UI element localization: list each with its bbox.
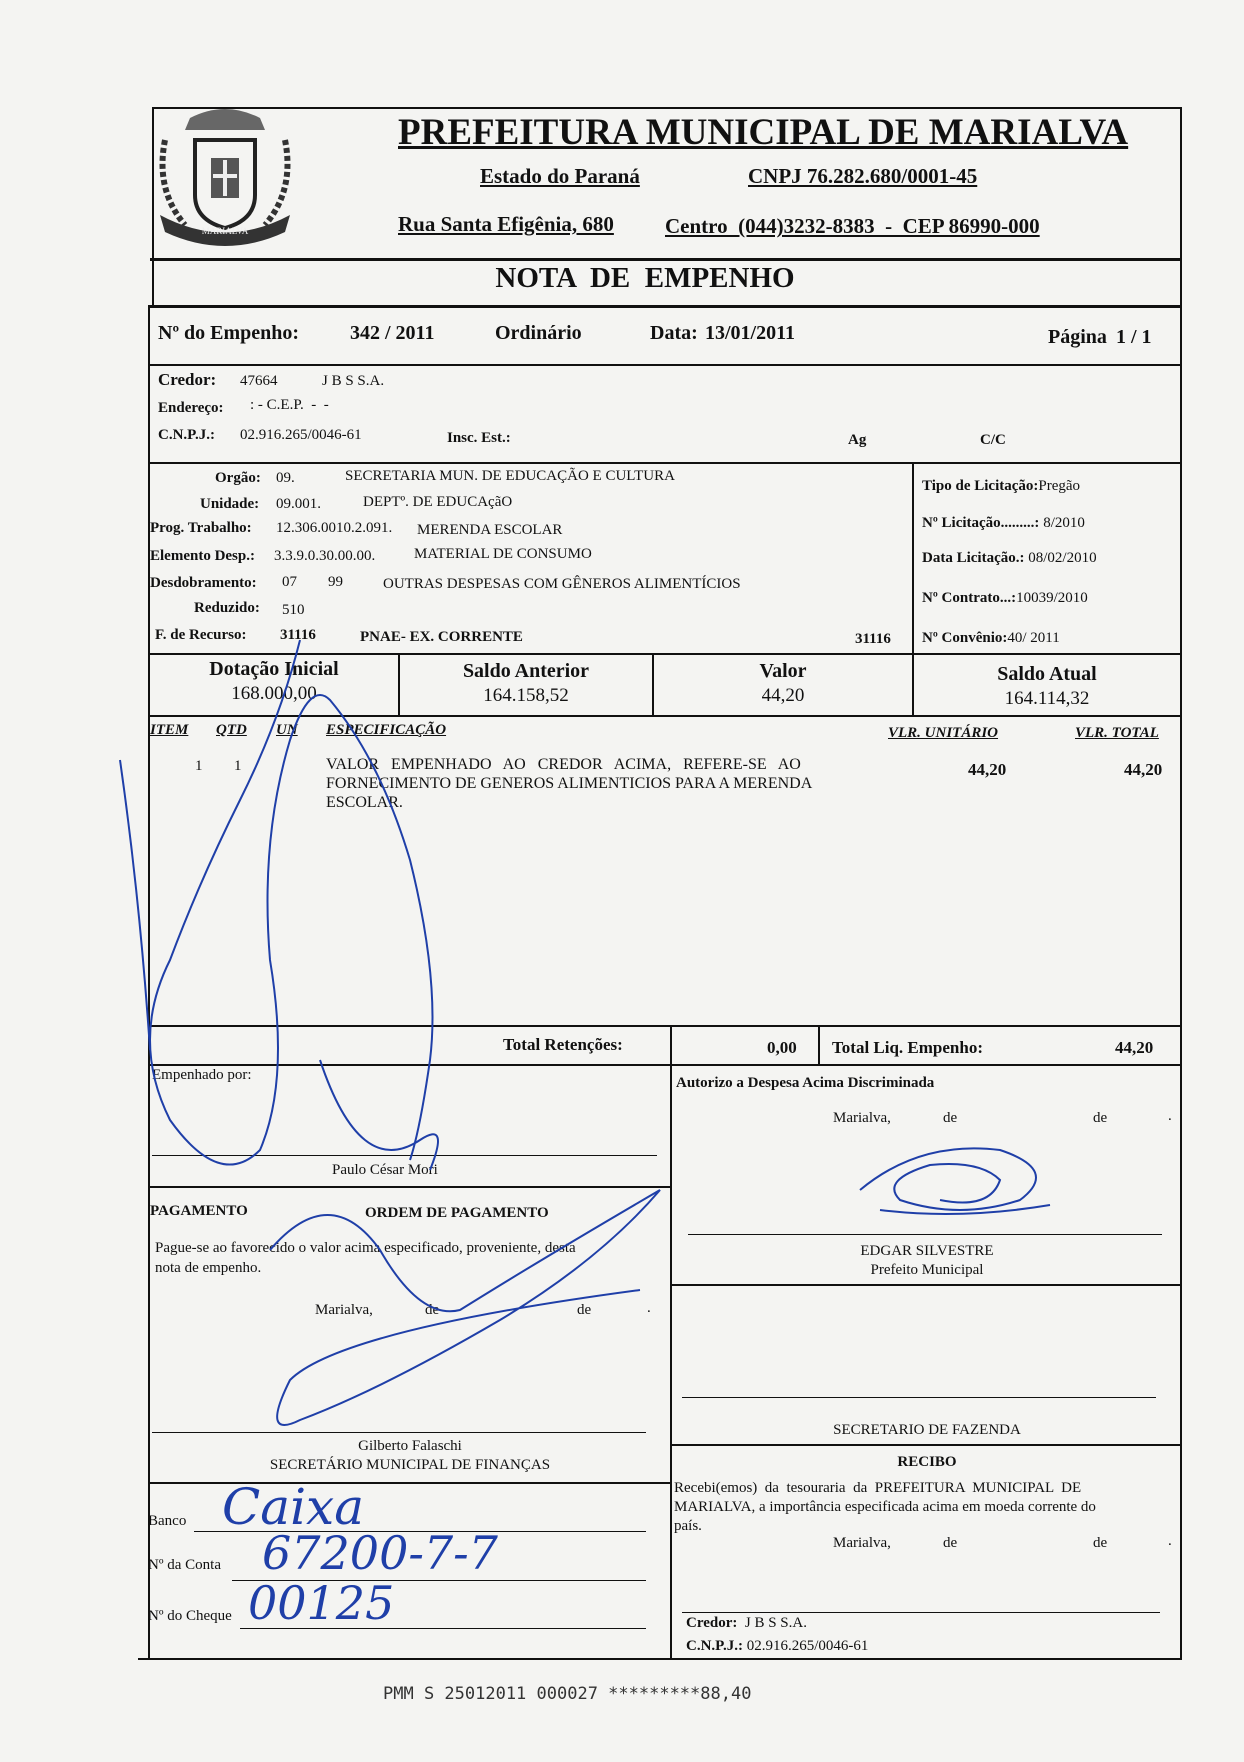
credor-code: 47664 (240, 373, 278, 389)
signature-line (152, 1155, 657, 1156)
recibo-cnpj-label: C.N.P.J.: (686, 1638, 743, 1654)
empenho-type: Ordinário (495, 322, 582, 344)
saldo-atual-label: Saldo Atual (997, 663, 1097, 685)
autorizo-de1: de (943, 1110, 958, 1126)
saldo-atual-value: 164.114,32 (1004, 688, 1090, 709)
recibo-de2: de (1093, 1535, 1108, 1551)
elemento-label: Elemento Desp.: (150, 548, 255, 564)
secretario-fazenda-label: SECRETARIO DE FAZENDA (833, 1422, 1021, 1438)
cc-label: C/C (980, 432, 1006, 448)
licitacao-tipo-value: Pregão (1038, 478, 1081, 494)
divider-vertical (818, 1025, 820, 1065)
recibo-text-line2: MARIALVA, a importância especificada acima em moeda corrente do (674, 1499, 1096, 1515)
valor-value: 44,20 (761, 685, 805, 706)
desdobramento-sub: 99 (328, 574, 343, 590)
machine-stamp: PMM S 25012011 000027 *********88,40 (383, 1684, 752, 1704)
cnpj-header: CNPJ 76.282.680/0001-45 (748, 164, 978, 188)
border-top (152, 107, 1182, 109)
endereco-value: : - C.E.P. - - (250, 397, 329, 413)
credor-name: J B S S.A. (322, 373, 385, 389)
divider-vertical (670, 1064, 672, 1659)
date-value: 13/01/2011 (705, 322, 796, 344)
divider (148, 653, 1182, 655)
endereco-label: Endereço: (158, 400, 224, 416)
autorizo-label: Autorizo a Despesa Acima Discriminada (676, 1075, 935, 1091)
retencoes-value: 0,00 (767, 1038, 797, 1057)
desdobramento-code: 07 (282, 574, 297, 590)
divider-vertical (912, 462, 914, 654)
divider (148, 462, 1182, 464)
row-item: 1 (195, 758, 203, 774)
autorizo-de2: de (1093, 1110, 1108, 1126)
signature-line (152, 1432, 646, 1433)
empenhado-name: Paulo César Mori (332, 1162, 438, 1178)
address-street: Rua Santa Efigênia, 680 (398, 212, 614, 236)
signature-line (682, 1612, 1160, 1613)
insc-est-label: Insc. Est.: (447, 430, 511, 446)
desdobramento-desc: OUTRAS DESPESAS COM GÊNEROS ALIMENTÍCIOS (383, 576, 741, 592)
recibo-text-line3: país. (674, 1518, 702, 1534)
saldo-anterior-label: Saldo Anterior (462, 660, 590, 682)
recibo-city: Marialva, (833, 1535, 891, 1551)
prog-trabalho-code: 12.306.0010.2.091. (276, 520, 393, 536)
liquido-label: Total Liq. Empenho: (832, 1038, 983, 1057)
divider (150, 258, 1182, 261)
saldo-anterior-value: 164.158,52 (483, 685, 569, 706)
prefeito-name: EDGAR SILVESTRE (860, 1243, 994, 1259)
recibo-credor-label: Credor: (686, 1615, 738, 1631)
licitacao-numero-value: 8/2010 (1043, 515, 1085, 531)
orgao-label: Orgão: (215, 470, 261, 486)
coat-of-arms-logo (155, 100, 295, 255)
pagamento-text-line2: nota de empenho. (155, 1260, 262, 1276)
recibo-cnpj-value: 02.916.265/0046-61 (746, 1638, 869, 1654)
document-title: NOTA DE EMPENHO (495, 262, 795, 294)
divider (148, 1186, 670, 1188)
desdobramento-label: Desdobramento: (150, 575, 257, 591)
municipality-title: PREFEITURA MUNICIPAL DE MARIALVA (398, 112, 1129, 153)
prefeito-role: Prefeito Municipal (870, 1262, 984, 1278)
cheque-label: Nº do Cheque (148, 1608, 232, 1624)
ordem-pagamento-label: ORDEM DE PAGAMENTO (365, 1205, 549, 1221)
border-bottom (138, 1658, 1182, 1660)
unidade-label: Unidade: (200, 496, 260, 512)
contrato-label: Nº Contrato...: (922, 590, 1017, 606)
row-desc-line2: FORNECIMENTO DE GENEROS ALIMENTICIOS PARA A MERENDA (326, 775, 813, 792)
banco-handwritten: Caixa (222, 1478, 365, 1536)
state-label: Estado do Paraná (480, 164, 640, 188)
convenio-value: 40/ 2011 (1007, 630, 1060, 646)
col-vlr-total: VLR. TOTAL (1075, 725, 1159, 741)
licitacao-data-label: Data Licitação.: (922, 550, 1025, 566)
divider (670, 1444, 1182, 1446)
signature-stroke (320, 1060, 438, 1170)
divider (148, 715, 1182, 717)
recibo-text-line1: Recebi(emos) da tesouraria da PREFEITURA MUNICIPAL DE (674, 1480, 1082, 1496)
secretario-financas-name: Gilberto Falaschi (358, 1438, 462, 1454)
divider-vertical (670, 1025, 672, 1065)
elemento-desc: MATERIAL DE CONSUMO (414, 546, 592, 562)
licitacao-numero-label: Nº Licitação.........: (922, 515, 1040, 531)
autorizo-dot: . (1168, 1108, 1172, 1124)
valor-label: Valor (759, 660, 807, 682)
pagamento-text-line1: Pague-se ao favorecido o valor acima especificado, proveniente, desta (155, 1240, 576, 1256)
reduzido-label: Reduzido: (194, 600, 260, 616)
col-qtd: QTD (216, 722, 247, 738)
signature-line (682, 1397, 1156, 1398)
divider (670, 1284, 1182, 1286)
border-left (148, 305, 150, 1659)
orgao-desc: SECRETARIA MUN. DE EDUCAÇÃO E CULTURA (345, 468, 675, 484)
elemento-code: 3.3.9.0.30.00.00. (274, 548, 376, 564)
empenhado-label: Empenhado por: (152, 1067, 252, 1083)
credor-label: Credor: (158, 370, 217, 389)
prog-trabalho-desc: MERENDA ESCOLAR (417, 522, 563, 538)
recibo-credor-value: J B S S.A. (744, 1615, 807, 1631)
col-vlr-unitario: VLR. UNITÁRIO (888, 725, 999, 741)
prog-trabalho-label: Prog. Trabalho: (150, 520, 252, 536)
conta-handwritten: 67200-7-7 (262, 1526, 498, 1580)
liquido-value: 44,20 (1115, 1038, 1154, 1057)
col-especificacao: ESPECIFICAÇÃO (326, 722, 447, 738)
cnpj-label: C.N.P.J.: (158, 427, 215, 443)
recurso-label: F. de Recurso: (155, 627, 247, 643)
contrato-value: 10039/2010 (1016, 590, 1088, 606)
divider (148, 1025, 1182, 1027)
row-vlr-total: 44,20 (1124, 760, 1163, 779)
signature-stroke (880, 1205, 1050, 1214)
licitacao-data-value: 08/02/2010 (1028, 550, 1097, 566)
recurso-code-right: 31116 (855, 631, 891, 647)
row-qtd: 1 (234, 758, 242, 774)
empenho-label: Nº do Empenho: (158, 322, 300, 344)
pagamento-city: Marialva, (315, 1302, 373, 1318)
divider (148, 364, 1182, 366)
secretario-financas-role: SECRETÁRIO MUNICIPAL DE FINANÇAS (269, 1457, 551, 1473)
reduzido-value: 510 (282, 602, 305, 618)
cheque-handwritten: 00125 (248, 1576, 395, 1630)
signature-stroke (120, 760, 150, 1050)
cnpj-value: 02.916.265/0046-61 (240, 427, 362, 443)
row-desc-line1: VALOR EMPENHADO AO CREDOR ACIMA, REFERE-SE AO (326, 756, 801, 773)
recurso-desc: PNAE- EX. CORRENTE (360, 629, 523, 645)
svg-text:MARIALVA: MARIALVA (201, 226, 249, 236)
dotacao-value: 168.000,00 (231, 683, 317, 704)
banco-label: Banco (148, 1513, 187, 1529)
recurso-code: 31116 (280, 627, 316, 643)
date-label: Data: (650, 322, 698, 344)
signature-line (688, 1234, 1162, 1235)
pagamento-label: PAGAMENTO (150, 1203, 248, 1219)
autorizo-city: Marialva, (833, 1110, 891, 1126)
pagamento-de2: de (577, 1302, 592, 1318)
unidade-desc: DEPTº. DE EDUCAçãO (363, 494, 513, 510)
page-number: 1 / 1 (1116, 326, 1152, 348)
divider (148, 1064, 1182, 1066)
col-item: ITEM (150, 722, 189, 738)
licitacao-tipo-label: Tipo de Licitação: (922, 478, 1039, 494)
empenho-number: 342 / 2011 (350, 322, 435, 344)
row-desc-line3: ESCOLAR. (326, 794, 403, 811)
col-un: UN (276, 722, 298, 738)
conta-label: Nº da Conta (148, 1557, 221, 1573)
orgao-code: 09. (276, 470, 295, 486)
pagamento-de1: de (425, 1302, 440, 1318)
recibo-de1: de (943, 1535, 958, 1551)
recibo-label: RECIBO (897, 1454, 957, 1470)
retencoes-label: Total Retenções: (503, 1035, 623, 1054)
convenio-label: Nº Convênio: (922, 630, 1008, 646)
page-label: Página (1048, 326, 1107, 348)
signature-stroke (150, 640, 433, 1165)
dotacao-label: Dotação Inicial (209, 658, 339, 680)
address-rest: Centro (044)3232-8383 - CEP 86990-000 (665, 214, 1040, 238)
signature-stroke (860, 1148, 1036, 1210)
recibo-dot: . (1168, 1533, 1172, 1549)
ag-label: Ag (848, 432, 867, 448)
pagamento-dot: . (647, 1300, 651, 1316)
unidade-code: 09.001. (276, 496, 321, 512)
divider (150, 305, 1182, 308)
row-vlr-unitario: 44,20 (968, 760, 1007, 779)
